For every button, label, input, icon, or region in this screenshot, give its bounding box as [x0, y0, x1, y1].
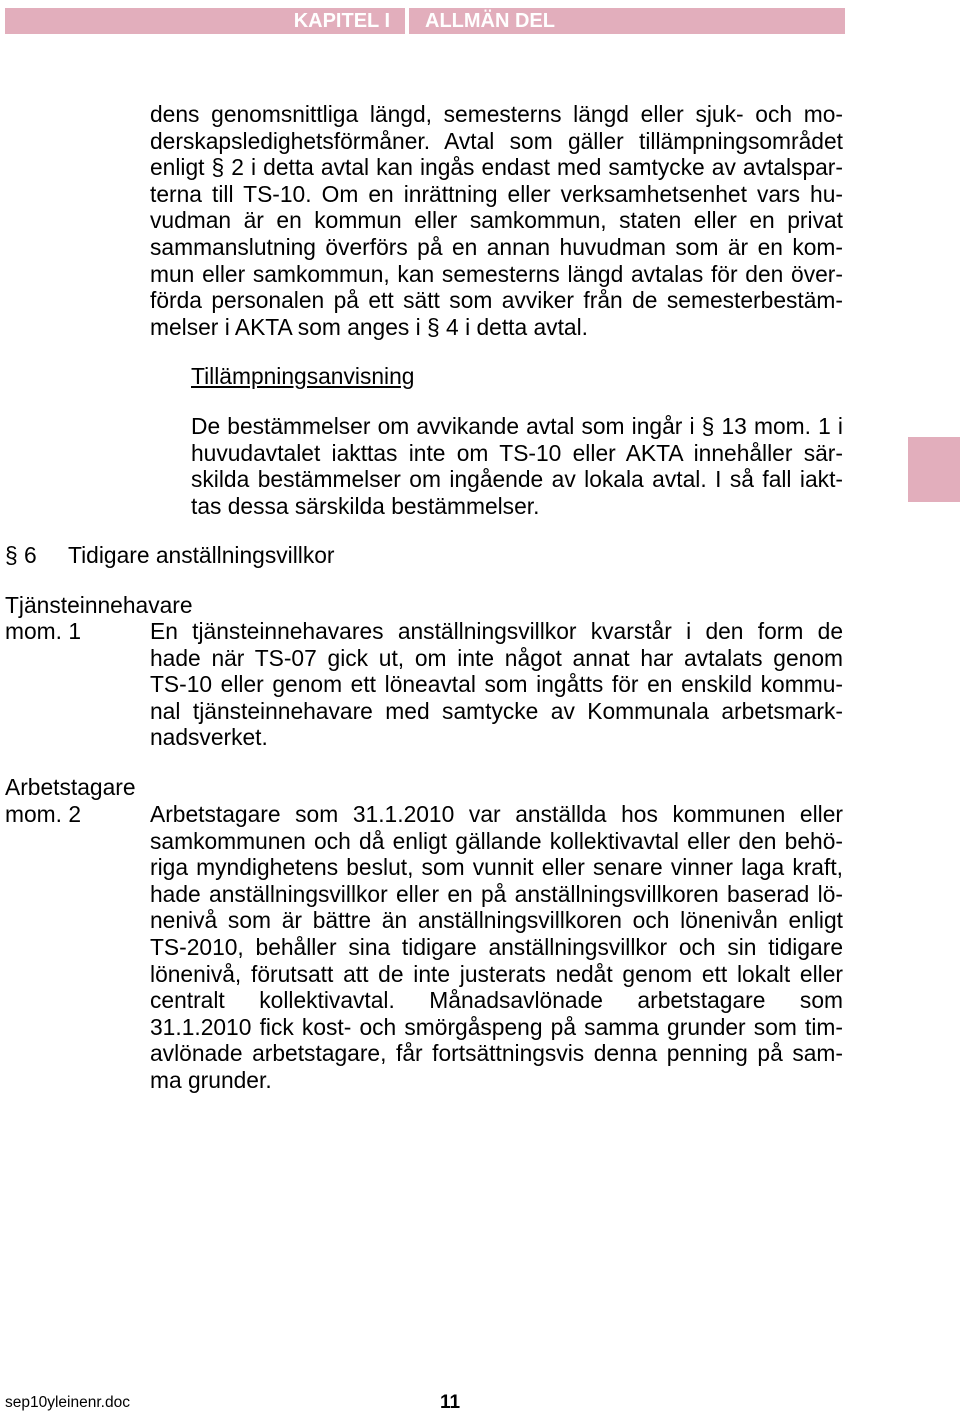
subsection-heading: Tjänsteinnehavare: [5, 592, 193, 618]
paragraph-line: riga myndighetens beslut, som vunnit eller senare vinner laga kraft,: [150, 854, 843, 881]
moment-label: mom. 1: [5, 618, 82, 644]
paragraph-line: En tjänsteinnehavares anställningsvillkor kvarstår i den form de: [150, 618, 843, 644]
intro-paragraph: [150, 101, 843, 340]
moment-text: [150, 618, 843, 751]
moment-text: [150, 801, 843, 1094]
paragraph-line: huvudavtalet iakttas inte om TS-10 eller AKTA innehåller sär-: [191, 439, 843, 466]
paragraph-line: tas dessa särskilda bestämmelser.: [191, 492, 540, 519]
paragraph-line: centralt kollektivavtal. Månadsavlönade arbetstagare som: [150, 987, 843, 1014]
paragraph-line: sammanslutning överförs på en annan huvudman som är en kom-: [150, 233, 843, 260]
paragraph-line: TS-2010, behåller sina tidigare anställningsvillkor och sin tidigare: [150, 933, 843, 960]
paragraph-line: enligt § 2 i detta avtal kan ingås endast med samtycke av avtalspar-: [150, 154, 843, 181]
paragraph-line: 31.1.2010 fick kost- och smörgåspeng på samma grunder som tim-: [150, 1013, 843, 1040]
paragraph-line: dens genomsnittliga längd, semesterns längd eller sjuk- och mo-: [150, 101, 843, 127]
paragraph-line: hade när TS-07 gick ut, om inte något annat har avtalats genom: [150, 644, 843, 671]
paragraph-line: hade anställningsvillkor eller en på anställningsvillkoren baserad lö-: [150, 880, 843, 907]
chapter-tab-marker: [908, 437, 960, 502]
paragraph-line: nadsverket.: [150, 724, 268, 751]
paragraph-line: De bestämmelser om avvikande avtal som ingår i § 13 mom. 1 i: [191, 413, 843, 439]
paragraph-line: lönenivå, förutsatt att de inte justerats nedåt genom ett lokalt eller: [150, 960, 843, 987]
application-note-paragraph: [191, 413, 843, 519]
paragraph-line: melser i AKTA som anges i § 4 i detta avtal.: [150, 313, 588, 340]
paragraph-line: nenivå som är bättre än anställningsvillkoren och lönenivån enligt: [150, 907, 843, 934]
page-number: 11: [440, 1392, 461, 1413]
section-number: § 6: [5, 542, 37, 568]
subsection-heading: Arbetstagare: [5, 774, 136, 800]
paragraph-line: nal tjänsteinnehavare med samtycke av Kommunala arbetsmark-: [150, 697, 843, 724]
paragraph-line: avlönade arbetstagare, får fortsättningsvis denna penning på sam-: [150, 1040, 843, 1067]
footer-filename: sep10yleinenr.doc: [5, 1394, 130, 1411]
paragraph-line: ma grunder.: [150, 1066, 272, 1093]
paragraph-line: Arbetstagare som 31.1.2010 var anställda hos kommunen eller: [150, 801, 843, 827]
moment-label: mom. 2: [5, 801, 82, 827]
paragraph-line: skilda bestämmelser om ingående av lokala avtal. I så fall iakt-: [191, 466, 843, 493]
paragraph-line: mun eller samkommun, kan semesterns längd avtalas för den över-: [150, 260, 843, 287]
header-chapter-cell: [5, 8, 405, 34]
paragraph-line: samkommunen och då enligt gällande kollektivavtal eller den behö-: [150, 827, 843, 854]
paragraph-line: förda personalen på ett sätt som avviker från de semesterbestäm-: [150, 287, 843, 314]
section-title: Tidigare anställningsvillkor: [68, 542, 335, 568]
paragraph-line: vudman är en kommun eller samkommun, staten eller en privat: [150, 207, 843, 234]
chapter-label: KAPITEL I: [293, 10, 390, 32]
paragraph-line: derskapsledighetsförmåner. Avtal som gäller tillämpningsområdet: [150, 127, 843, 154]
part-label: ALLMÄN DEL: [425, 10, 555, 32]
paragraph-line: TS-10 eller genom ett löneavtal som ingåtts för en enskild kommu-: [150, 671, 843, 698]
paragraph-line: terna till TS-10. Om en inrättning eller verksamhetsenhet vars hu-: [150, 180, 843, 207]
application-note-title: Tillämpningsanvisning: [191, 363, 415, 389]
header-part-cell: [409, 8, 845, 34]
